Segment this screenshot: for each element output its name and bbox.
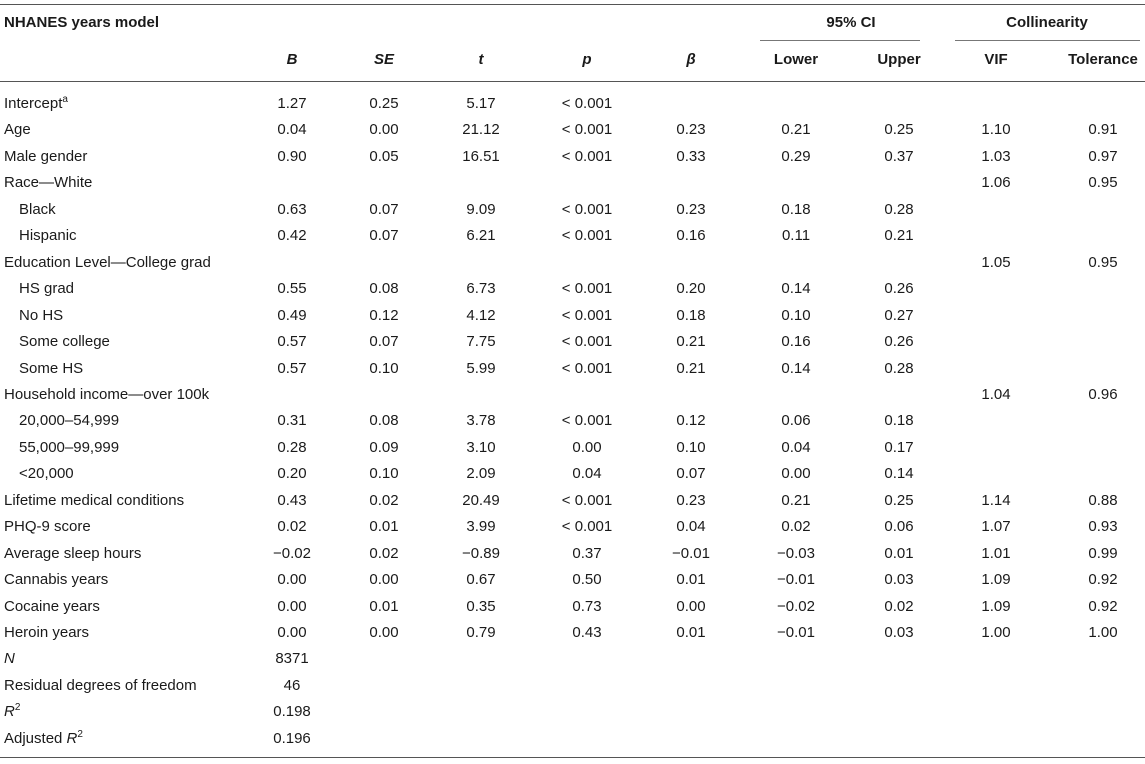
cell-t: −0.89 [462, 545, 500, 562]
cell-t: 0.79 [466, 624, 496, 641]
cell-ci-lower: 0.04 [781, 439, 811, 456]
cell-t: 6.73 [466, 280, 496, 297]
cell-ci-upper: 0.01 [884, 545, 914, 562]
cell-ci-lower: 0.14 [781, 280, 811, 297]
cell-beta: 0.20 [676, 280, 706, 297]
cell-ci-upper: 0.25 [884, 121, 914, 138]
row-label-text: Average sleep hours [4, 545, 142, 562]
row-label [4, 598, 100, 616]
cell-se: 0.07 [369, 333, 399, 350]
ci-header-underline [760, 40, 920, 41]
cell-ci-upper: 0.14 [884, 465, 914, 482]
cell-t: 3.78 [466, 412, 496, 429]
stat-label-text: N [4, 650, 15, 667]
cell-se: 0.00 [369, 571, 399, 588]
row-label-text: Some HS [19, 360, 84, 377]
cell-b: −0.02 [273, 545, 311, 562]
cell-tolerance: 0.91 [1088, 121, 1118, 138]
cell-tolerance: 1.00 [1088, 624, 1118, 641]
cell-tolerance: 0.92 [1088, 598, 1118, 615]
row-label [4, 518, 91, 536]
cell-ci-upper: 0.03 [884, 624, 914, 641]
cell-beta: 0.21 [676, 333, 706, 350]
cell-t: 4.12 [466, 307, 496, 324]
cell-se: 0.02 [369, 492, 399, 509]
row-label [4, 254, 211, 272]
row-label-text: No HS [19, 307, 64, 324]
col-header-lower: Lower [773, 51, 819, 68]
cell-b: 0.57 [277, 360, 307, 377]
cell-beta: 0.23 [676, 201, 706, 218]
row-label [4, 148, 87, 166]
cell-p: 0.00 [572, 439, 602, 456]
cell-ci-lower: 0.06 [781, 412, 811, 429]
cell-beta: 0.21 [676, 360, 706, 377]
cell-vif: 1.09 [981, 598, 1011, 615]
cell-ci-upper: 0.03 [884, 571, 914, 588]
cell-b: 0.55 [277, 280, 307, 297]
row-label [19, 280, 74, 298]
cell-p: < 0.001 [561, 201, 613, 218]
col-header-se: SE [373, 51, 395, 68]
cell-ci-upper: 0.28 [884, 201, 914, 218]
col-header-tolerance: Tolerance [1068, 51, 1138, 68]
cell-ci-upper: 0.27 [884, 307, 914, 324]
row-label-text: HS grad [19, 280, 75, 297]
cell-b: 1.27 [277, 95, 307, 112]
cell-beta: 0.12 [676, 412, 706, 429]
cell-ci-upper: 0.25 [884, 492, 914, 509]
cell-t: 7.75 [466, 333, 496, 350]
cell-vif: 1.03 [981, 148, 1011, 165]
cell-se: 0.08 [369, 280, 399, 297]
cell-beta: 0.18 [676, 307, 706, 324]
cell-beta: −0.01 [672, 545, 710, 562]
row-label [4, 95, 68, 113]
row-label-text: Age [4, 121, 31, 138]
cell-beta: 0.01 [676, 571, 706, 588]
row-label-text: Hispanic [19, 227, 77, 244]
cell-ci-upper: 0.02 [884, 598, 914, 615]
cell-se: 0.01 [369, 598, 399, 615]
cell-t: 21.12 [462, 121, 500, 138]
cell-ci-upper: 0.18 [884, 412, 914, 429]
cell-tolerance: 0.95 [1088, 254, 1118, 271]
cell-beta: 0.01 [676, 624, 706, 641]
cell-p: < 0.001 [561, 518, 613, 535]
stat-value: 46 [283, 677, 301, 694]
cell-ci-lower: −0.01 [777, 624, 815, 641]
cell-se: 0.25 [369, 95, 399, 112]
cell-b: 0.00 [277, 598, 307, 615]
stat-label-italic: R [66, 730, 78, 747]
cell-se: 0.12 [369, 307, 399, 324]
cell-ci-lower: 0.18 [781, 201, 811, 218]
row-label [19, 465, 74, 483]
stat-label [4, 677, 197, 695]
cell-b: 0.31 [277, 412, 307, 429]
row-label-text: 20,000–54,999 [19, 412, 120, 429]
cell-tolerance: 0.97 [1088, 148, 1118, 165]
stat-label-text: R [4, 703, 15, 720]
cell-vif: 1.04 [981, 386, 1011, 403]
cell-t: 6.21 [466, 227, 496, 244]
cell-se: 0.02 [369, 545, 399, 562]
row-label-text: PHQ-9 score [4, 518, 91, 535]
cell-p: < 0.001 [561, 412, 613, 429]
cell-se: 0.07 [369, 227, 399, 244]
cell-vif: 1.01 [981, 545, 1011, 562]
cell-b: 0.57 [277, 333, 307, 350]
cell-ci-lower: −0.01 [777, 571, 815, 588]
row-label [4, 624, 89, 642]
row-label-text: Education Level—College grad [4, 254, 211, 271]
stat-label-text: Adjusted [4, 730, 67, 747]
cell-b: 0.43 [277, 492, 307, 509]
cell-tolerance: 0.88 [1088, 492, 1118, 509]
stat-value: 0.198 [273, 703, 311, 720]
cell-ci-upper: 0.26 [884, 280, 914, 297]
collinearity-group-header: Collinearity [1006, 14, 1088, 31]
cell-p: 0.50 [572, 571, 602, 588]
cell-ci-lower: 0.00 [781, 465, 811, 482]
cell-ci-upper: 0.26 [884, 333, 914, 350]
row-label [4, 386, 209, 404]
footnote-marker: a [62, 94, 68, 105]
row-label-text: Black [19, 201, 56, 218]
col-header-b: B [286, 51, 298, 68]
cell-se: 0.10 [369, 465, 399, 482]
cell-p: < 0.001 [561, 227, 613, 244]
cell-b: 0.00 [277, 571, 307, 588]
stat-label [4, 730, 83, 748]
row-label [4, 174, 92, 192]
cell-ci-lower: 0.10 [781, 307, 811, 324]
col-header-t: t [478, 51, 484, 68]
header-rule [0, 81, 1145, 82]
cell-vif: 1.10 [981, 121, 1011, 138]
ci-group-header: 95% CI [826, 14, 876, 31]
cell-p: < 0.001 [561, 148, 613, 165]
row-label-text: Cannabis years [4, 571, 109, 588]
row-label-text: Household income—over 100k [4, 386, 210, 403]
cell-p: < 0.001 [561, 95, 613, 112]
row-label-text: Race—White [4, 174, 93, 191]
stat-value: 8371 [275, 650, 309, 667]
cell-ci-lower: 0.21 [781, 492, 811, 509]
stat-value: 0.196 [273, 730, 311, 747]
row-label [19, 333, 110, 351]
stat-label [4, 703, 20, 721]
cell-b: 0.28 [277, 439, 307, 456]
cell-beta: 0.23 [676, 492, 706, 509]
cell-ci-lower: 0.02 [781, 518, 811, 535]
cell-vif: 1.06 [981, 174, 1011, 191]
stat-label-text: Residual degrees of freedom [4, 677, 197, 694]
cell-t: 16.51 [462, 148, 500, 165]
cell-se: 0.05 [369, 148, 399, 165]
cell-beta: 0.33 [676, 148, 706, 165]
row-label-text: Intercept [4, 95, 63, 112]
cell-p: < 0.001 [561, 360, 613, 377]
cell-se: 0.01 [369, 518, 399, 535]
cell-tolerance: 0.95 [1088, 174, 1118, 191]
collinearity-header-underline [955, 40, 1140, 41]
row-label-text: Heroin years [4, 624, 90, 641]
col-header-upper: Upper [877, 51, 921, 68]
superscript: 2 [77, 729, 83, 740]
cell-vif: 1.00 [981, 624, 1011, 641]
cell-t: 5.99 [466, 360, 496, 377]
cell-t: 20.49 [462, 492, 500, 509]
cell-p: 0.43 [572, 624, 602, 641]
cell-p: < 0.001 [561, 280, 613, 297]
cell-ci-upper: 0.28 [884, 360, 914, 377]
cell-ci-upper: 0.21 [884, 227, 914, 244]
bottom-rule [0, 757, 1145, 758]
cell-ci-upper: 0.37 [884, 148, 914, 165]
cell-se: 0.07 [369, 201, 399, 218]
col-header-beta: β [686, 51, 696, 68]
table-title: NHANES years model [4, 14, 160, 31]
row-label [19, 412, 119, 430]
row-label-text: Lifetime medical conditions [4, 492, 185, 509]
cell-tolerance: 0.93 [1088, 518, 1118, 535]
cell-ci-lower: −0.03 [777, 545, 815, 562]
row-label [4, 545, 141, 563]
cell-ci-upper: 0.06 [884, 518, 914, 535]
cell-se: 0.00 [369, 624, 399, 641]
cell-ci-lower: 0.21 [781, 121, 811, 138]
row-label-text: <20,000 [19, 465, 74, 482]
cell-ci-lower: −0.02 [777, 598, 815, 615]
cell-ci-lower: 0.11 [781, 227, 811, 244]
row-label [19, 439, 119, 457]
cell-b: 0.04 [277, 121, 307, 138]
cell-t: 0.35 [466, 598, 496, 615]
cell-b: 0.49 [277, 307, 307, 324]
row-label [4, 492, 184, 510]
cell-beta: 0.16 [676, 227, 706, 244]
cell-t: 3.10 [466, 439, 496, 456]
cell-p: < 0.001 [561, 333, 613, 350]
cell-tolerance: 0.96 [1088, 386, 1118, 403]
cell-ci-lower: 0.14 [781, 360, 811, 377]
cell-p: 0.37 [572, 545, 602, 562]
cell-b: 0.63 [277, 201, 307, 218]
cell-t: 9.09 [466, 201, 496, 218]
row-label [4, 571, 108, 589]
cell-p: < 0.001 [561, 307, 613, 324]
cell-beta: 0.10 [676, 439, 706, 456]
cell-ci-lower: 0.16 [781, 333, 811, 350]
cell-se: 0.09 [369, 439, 399, 456]
col-header-vif: VIF [984, 51, 1008, 68]
cell-vif: 1.07 [981, 518, 1011, 535]
cell-se: 0.00 [369, 121, 399, 138]
cell-t: 5.17 [466, 95, 496, 112]
cell-b: 0.02 [277, 518, 307, 535]
stat-label [4, 650, 15, 668]
cell-p: < 0.001 [561, 492, 613, 509]
cell-tolerance: 0.92 [1088, 571, 1118, 588]
cell-se: 0.10 [369, 360, 399, 377]
row-label-text: Cocaine years [4, 598, 100, 615]
row-label-text: Some college [19, 333, 110, 350]
superscript: 2 [14, 702, 21, 713]
cell-beta: 0.23 [676, 121, 706, 138]
cell-t: 3.99 [466, 518, 496, 535]
cell-ci-lower: 0.29 [781, 148, 811, 165]
cell-ci-upper: 0.17 [884, 439, 914, 456]
row-label-text: 55,000–99,999 [19, 439, 120, 456]
cell-se: 0.08 [369, 412, 399, 429]
cell-b: 0.42 [277, 227, 307, 244]
cell-vif: 1.14 [981, 492, 1011, 509]
cell-p: 0.04 [572, 465, 602, 482]
row-label [19, 307, 63, 325]
cell-p: < 0.001 [561, 121, 613, 138]
cell-b: 0.90 [277, 148, 307, 165]
cell-beta: 0.07 [676, 465, 706, 482]
row-label [19, 227, 77, 245]
row-label-text: Male gender [4, 148, 88, 165]
cell-tolerance: 0.99 [1088, 545, 1118, 562]
cell-t: 0.67 [466, 571, 496, 588]
cell-beta: 0.00 [676, 598, 706, 615]
col-header-p: p [582, 51, 592, 68]
cell-b: 0.20 [277, 465, 307, 482]
cell-vif: 1.09 [981, 571, 1011, 588]
cell-vif: 1.05 [981, 254, 1011, 271]
cell-t: 2.09 [466, 465, 496, 482]
row-label [4, 121, 31, 139]
cell-beta: 0.04 [676, 518, 706, 535]
cell-b: 0.00 [277, 624, 307, 641]
top-rule [0, 4, 1145, 5]
row-label [19, 360, 83, 378]
row-label [19, 201, 56, 219]
cell-p: 0.73 [572, 598, 602, 615]
